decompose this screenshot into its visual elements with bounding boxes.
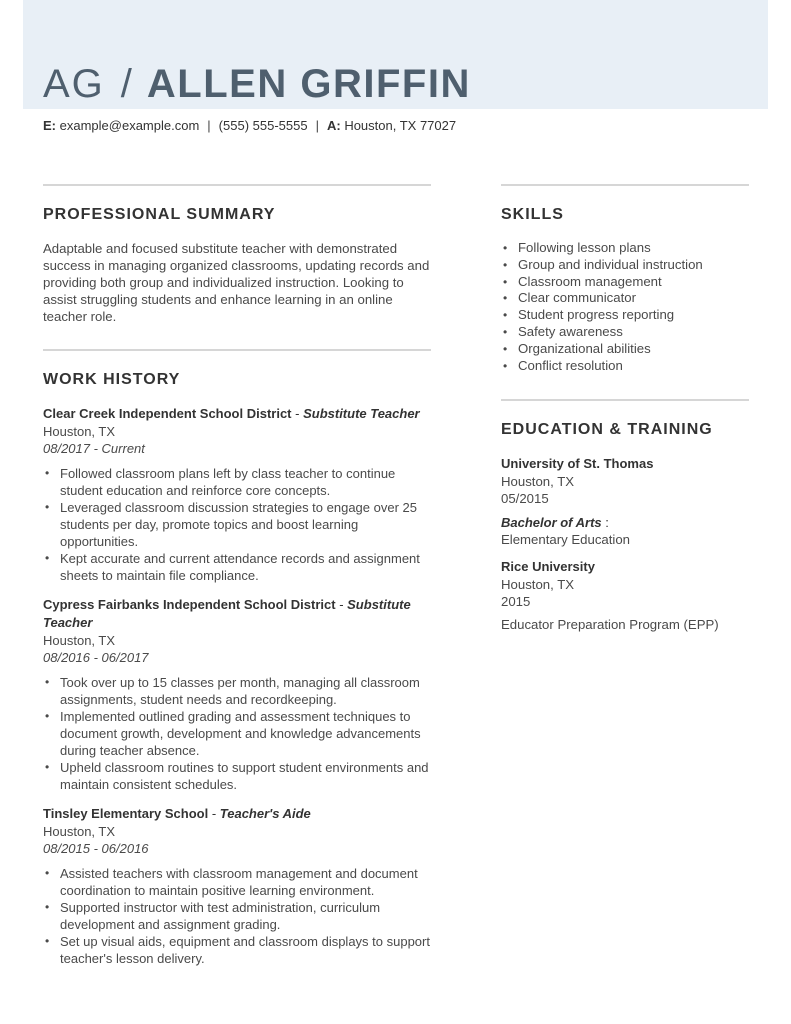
job-dates: 08/2015 - 06/2016 (43, 841, 149, 856)
email-value: example@example.com (59, 118, 200, 133)
degree (501, 514, 749, 531)
summary-title: PROFESSIONAL SUMMARY (43, 206, 276, 223)
job-company: Clear Creek Independent School District (43, 406, 292, 421)
section-divider (43, 184, 431, 186)
job-dash: - (291, 406, 304, 421)
job-entry (43, 805, 431, 967)
job-role: Teacher's Aide (219, 806, 311, 821)
skill-item: • Conflict resolution (518, 358, 749, 375)
job-entry (43, 405, 431, 584)
skill-item: • Organizational abilities (518, 341, 749, 358)
job-dash: - (208, 806, 220, 821)
job-role: Substitute Teacher (303, 406, 420, 421)
job-title (43, 805, 431, 823)
program-name: Educator Preparation Program (EPP) (501, 617, 719, 633)
skill-item: • Student progress reporting (518, 307, 749, 324)
skill-item: • Following lesson plans (518, 240, 749, 257)
work-history-title: WORK HISTORY (43, 371, 181, 388)
job-dash: - (335, 597, 348, 612)
name-heading (43, 60, 471, 108)
job-location: Houston, TX (43, 633, 116, 648)
school-location: Houston, TX (501, 577, 575, 593)
school-name: University of St. Thomas (501, 456, 654, 472)
job-bullet: • Upheld classroom routines to support student environments and maintain consistent schedules. (60, 759, 431, 793)
school-name: Rice University (501, 559, 595, 575)
job-bullet: • Assisted teachers with classroom management and document coordination to maintain positive learning environment. (60, 865, 431, 899)
section-divider (501, 184, 749, 186)
degree-field: Elementary Education (501, 532, 631, 548)
job-title (43, 596, 431, 632)
left-column (43, 184, 431, 979)
job-company: Tinsley Elementary School (43, 806, 209, 821)
job-location: Houston, TX (43, 424, 116, 439)
section-divider (43, 349, 431, 351)
contact-separator: | (207, 118, 211, 133)
degree-name: Bachelor of Arts (501, 515, 602, 531)
job-bullet: • Followed classroom plans left by class teacher to continue student education and reinforce core concepts. (60, 465, 431, 499)
skill-item: • Safety awareness (518, 324, 749, 341)
full-name: ALLEN GRIFFIN (146, 62, 471, 106)
job-dates: 08/2016 - 06/2017 (43, 650, 149, 665)
education-entry (501, 455, 749, 548)
address-value: Houston, TX 77027 (344, 118, 457, 133)
school-location: Houston, TX (501, 474, 575, 490)
job-bullet: • Leveraged classroom discussion strategies to engage over 25 students per day, promote topics and boost learning opportunities. (60, 499, 431, 550)
skill-item: • Classroom management (518, 274, 749, 291)
job-bullets (43, 674, 431, 793)
contact-line (43, 117, 456, 135)
section-divider (501, 399, 749, 401)
job-title (43, 405, 431, 423)
job-bullets (43, 465, 431, 584)
email-label: E: (43, 118, 56, 133)
job-bullet: • Set up visual aids, equipment and classroom displays to support teacher's lesson delivery. (60, 933, 431, 967)
summary-text: Adaptable and focused substitute teacher with demonstrated success in managing organized classrooms, updating records and providing both group and individualized instruction. Looking to assist struggling students and enhance learning in an online teacher role. (43, 241, 430, 324)
address-label: A: (326, 118, 341, 133)
graduation-date: 2015 (501, 594, 531, 610)
job-entry (43, 596, 431, 793)
skills-list (501, 240, 749, 374)
education-entry (501, 558, 749, 633)
skill-item: • Group and individual instruction (518, 257, 749, 274)
skill-item: • Clear communicator (518, 290, 749, 307)
job-role: Substitute Teacher (43, 597, 411, 630)
skills-title: SKILLS (501, 206, 564, 223)
name-slash: / (120, 62, 133, 106)
job-bullet: • Implemented outlined grading and assessment techniques to document growth, development and knowledge advancements during teacher absence. (60, 708, 431, 759)
job-bullet: • Took over up to 15 classes per month, managing all classroom assignments, student needs and recordkeeping. (60, 674, 431, 708)
job-bullet: • Supported instructor with test administration, curriculum development and assignment grading. (60, 899, 431, 933)
phone-value: (555) 555-5555 (218, 118, 308, 133)
education-title: EDUCATION & TRAINING (501, 421, 713, 439)
graduation-date: 05/2015 (501, 491, 549, 507)
right-column (501, 184, 749, 643)
degree-colon: : (601, 515, 609, 531)
job-company: Cypress Fairbanks Independent School District (43, 597, 336, 612)
job-dates: 08/2017 - Current (43, 441, 145, 456)
contact-separator: | (315, 118, 319, 133)
job-location: Houston, TX (43, 824, 116, 839)
job-bullet: • Kept accurate and current attendance records and assignment sheets to maintain file compliance. (60, 550, 431, 584)
job-bullets (43, 865, 431, 967)
initials: AG (43, 62, 105, 106)
